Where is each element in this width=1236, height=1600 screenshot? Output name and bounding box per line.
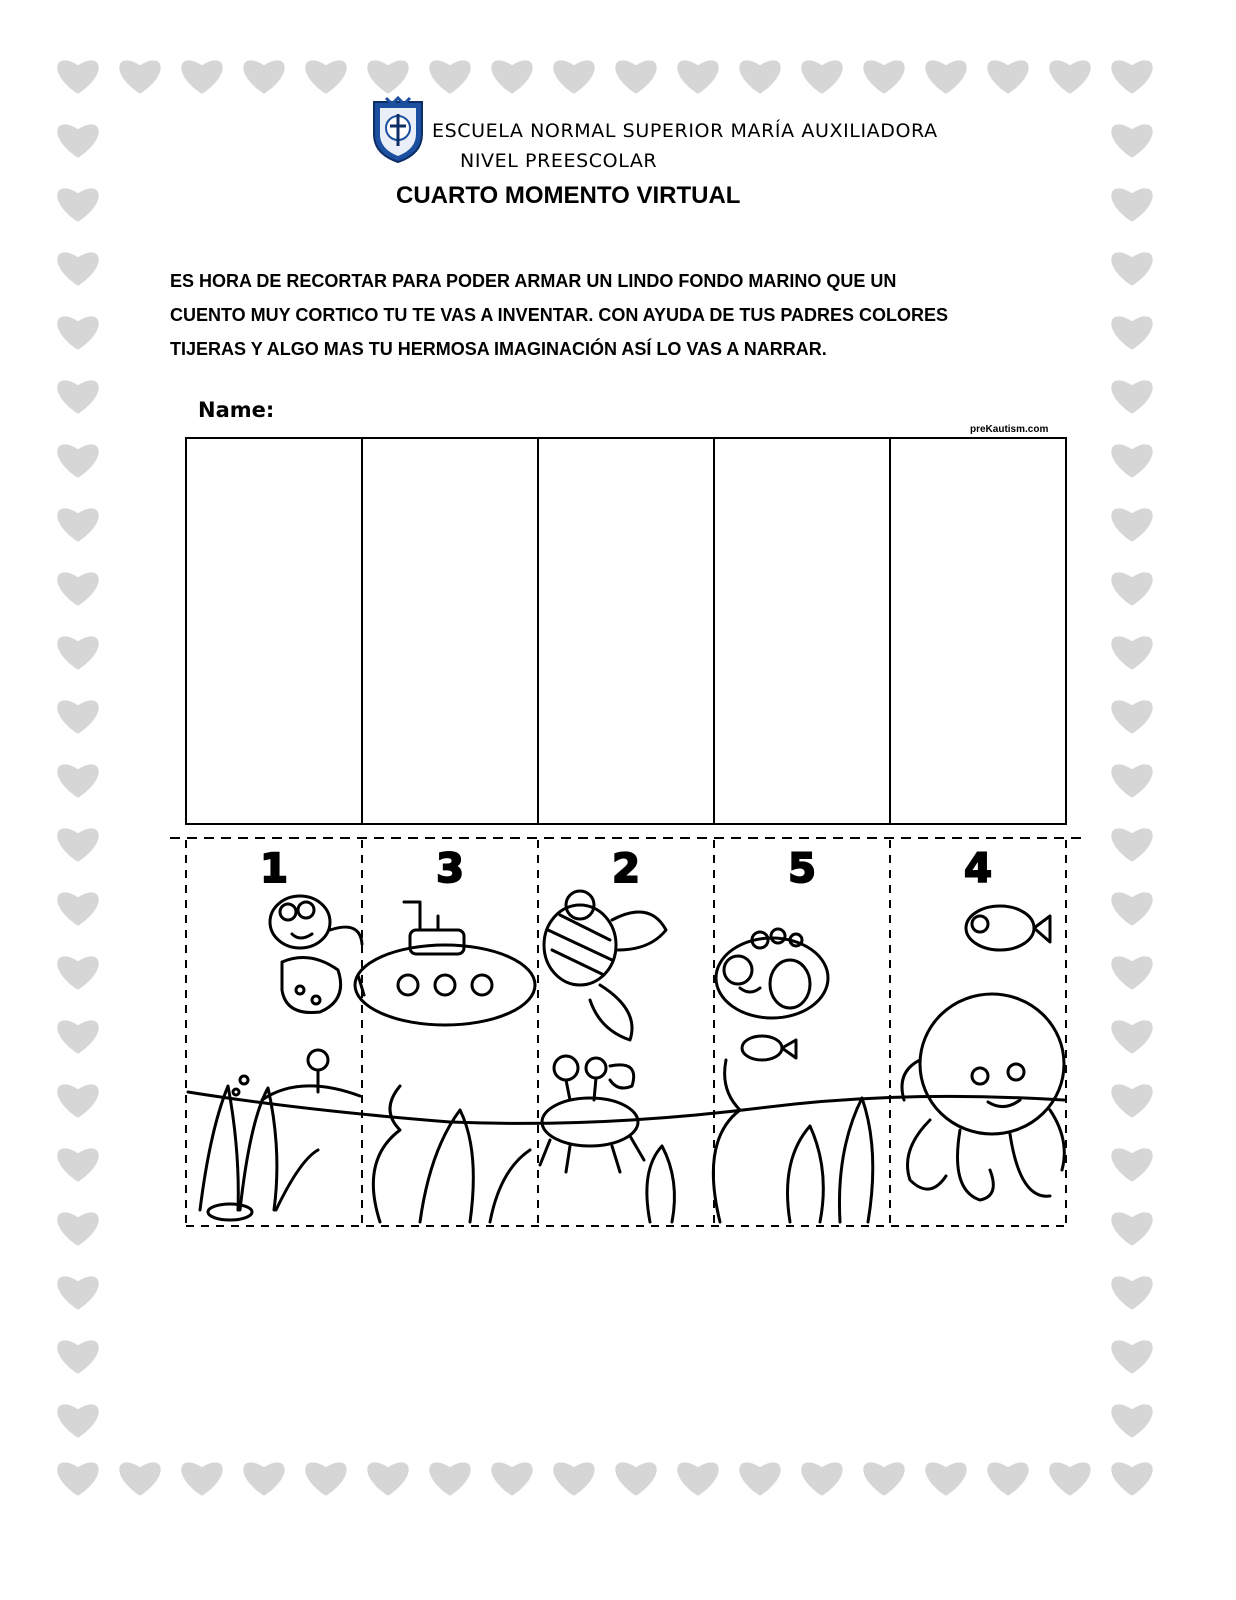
school-name: ESCUELA NORMAL SUPERIOR MARÍA AUXILIADORA [432, 120, 938, 142]
turtle-small-icon [270, 896, 362, 1013]
answer-box-3 [538, 438, 714, 824]
answer-boxes [186, 438, 1066, 824]
strip-number-3: 2 [612, 846, 640, 892]
name-label: Name: [198, 398, 275, 422]
answer-box-1 [186, 438, 362, 824]
credit-text: preKautism.com [970, 424, 1049, 435]
answer-box-5 [890, 438, 1066, 824]
small-fish-icon [966, 906, 1050, 950]
instruction-line-2: CUENTO MUY CORTICO TU TE VAS A INVENTAR. CON AYUDA DE TUS PADRES COLORES [170, 305, 949, 325]
ocean-scene-illustration [188, 891, 1064, 1222]
submarine-icon [355, 902, 535, 1025]
turtle-icon [544, 891, 666, 1040]
strip-number-4: 5 [788, 846, 816, 892]
crab-icon [540, 1056, 644, 1172]
page-title: CUARTO MOMENTO VIRTUAL [396, 182, 741, 209]
answer-box-4 [714, 438, 890, 824]
cut-strips [186, 840, 1066, 1226]
answer-box-2 [362, 438, 538, 824]
strip-number-1: 1 [260, 846, 288, 892]
strip-number-2: 3 [436, 846, 464, 892]
instruction-line-3: TIJERAS Y ALGO MAS TU HERMOSA IMAGINACIÓN ASÍ LO VAS A NARRAR. [170, 339, 827, 359]
fish-icon [716, 929, 828, 1060]
school-level: NIVEL PREESCOLAR [460, 150, 658, 172]
strip-number-5: 4 [964, 846, 992, 892]
instruction-line-1: ES HORA DE RECORTAR PARA PODER ARMAR UN LINDO FONDO MARINO QUE UN [170, 271, 897, 291]
